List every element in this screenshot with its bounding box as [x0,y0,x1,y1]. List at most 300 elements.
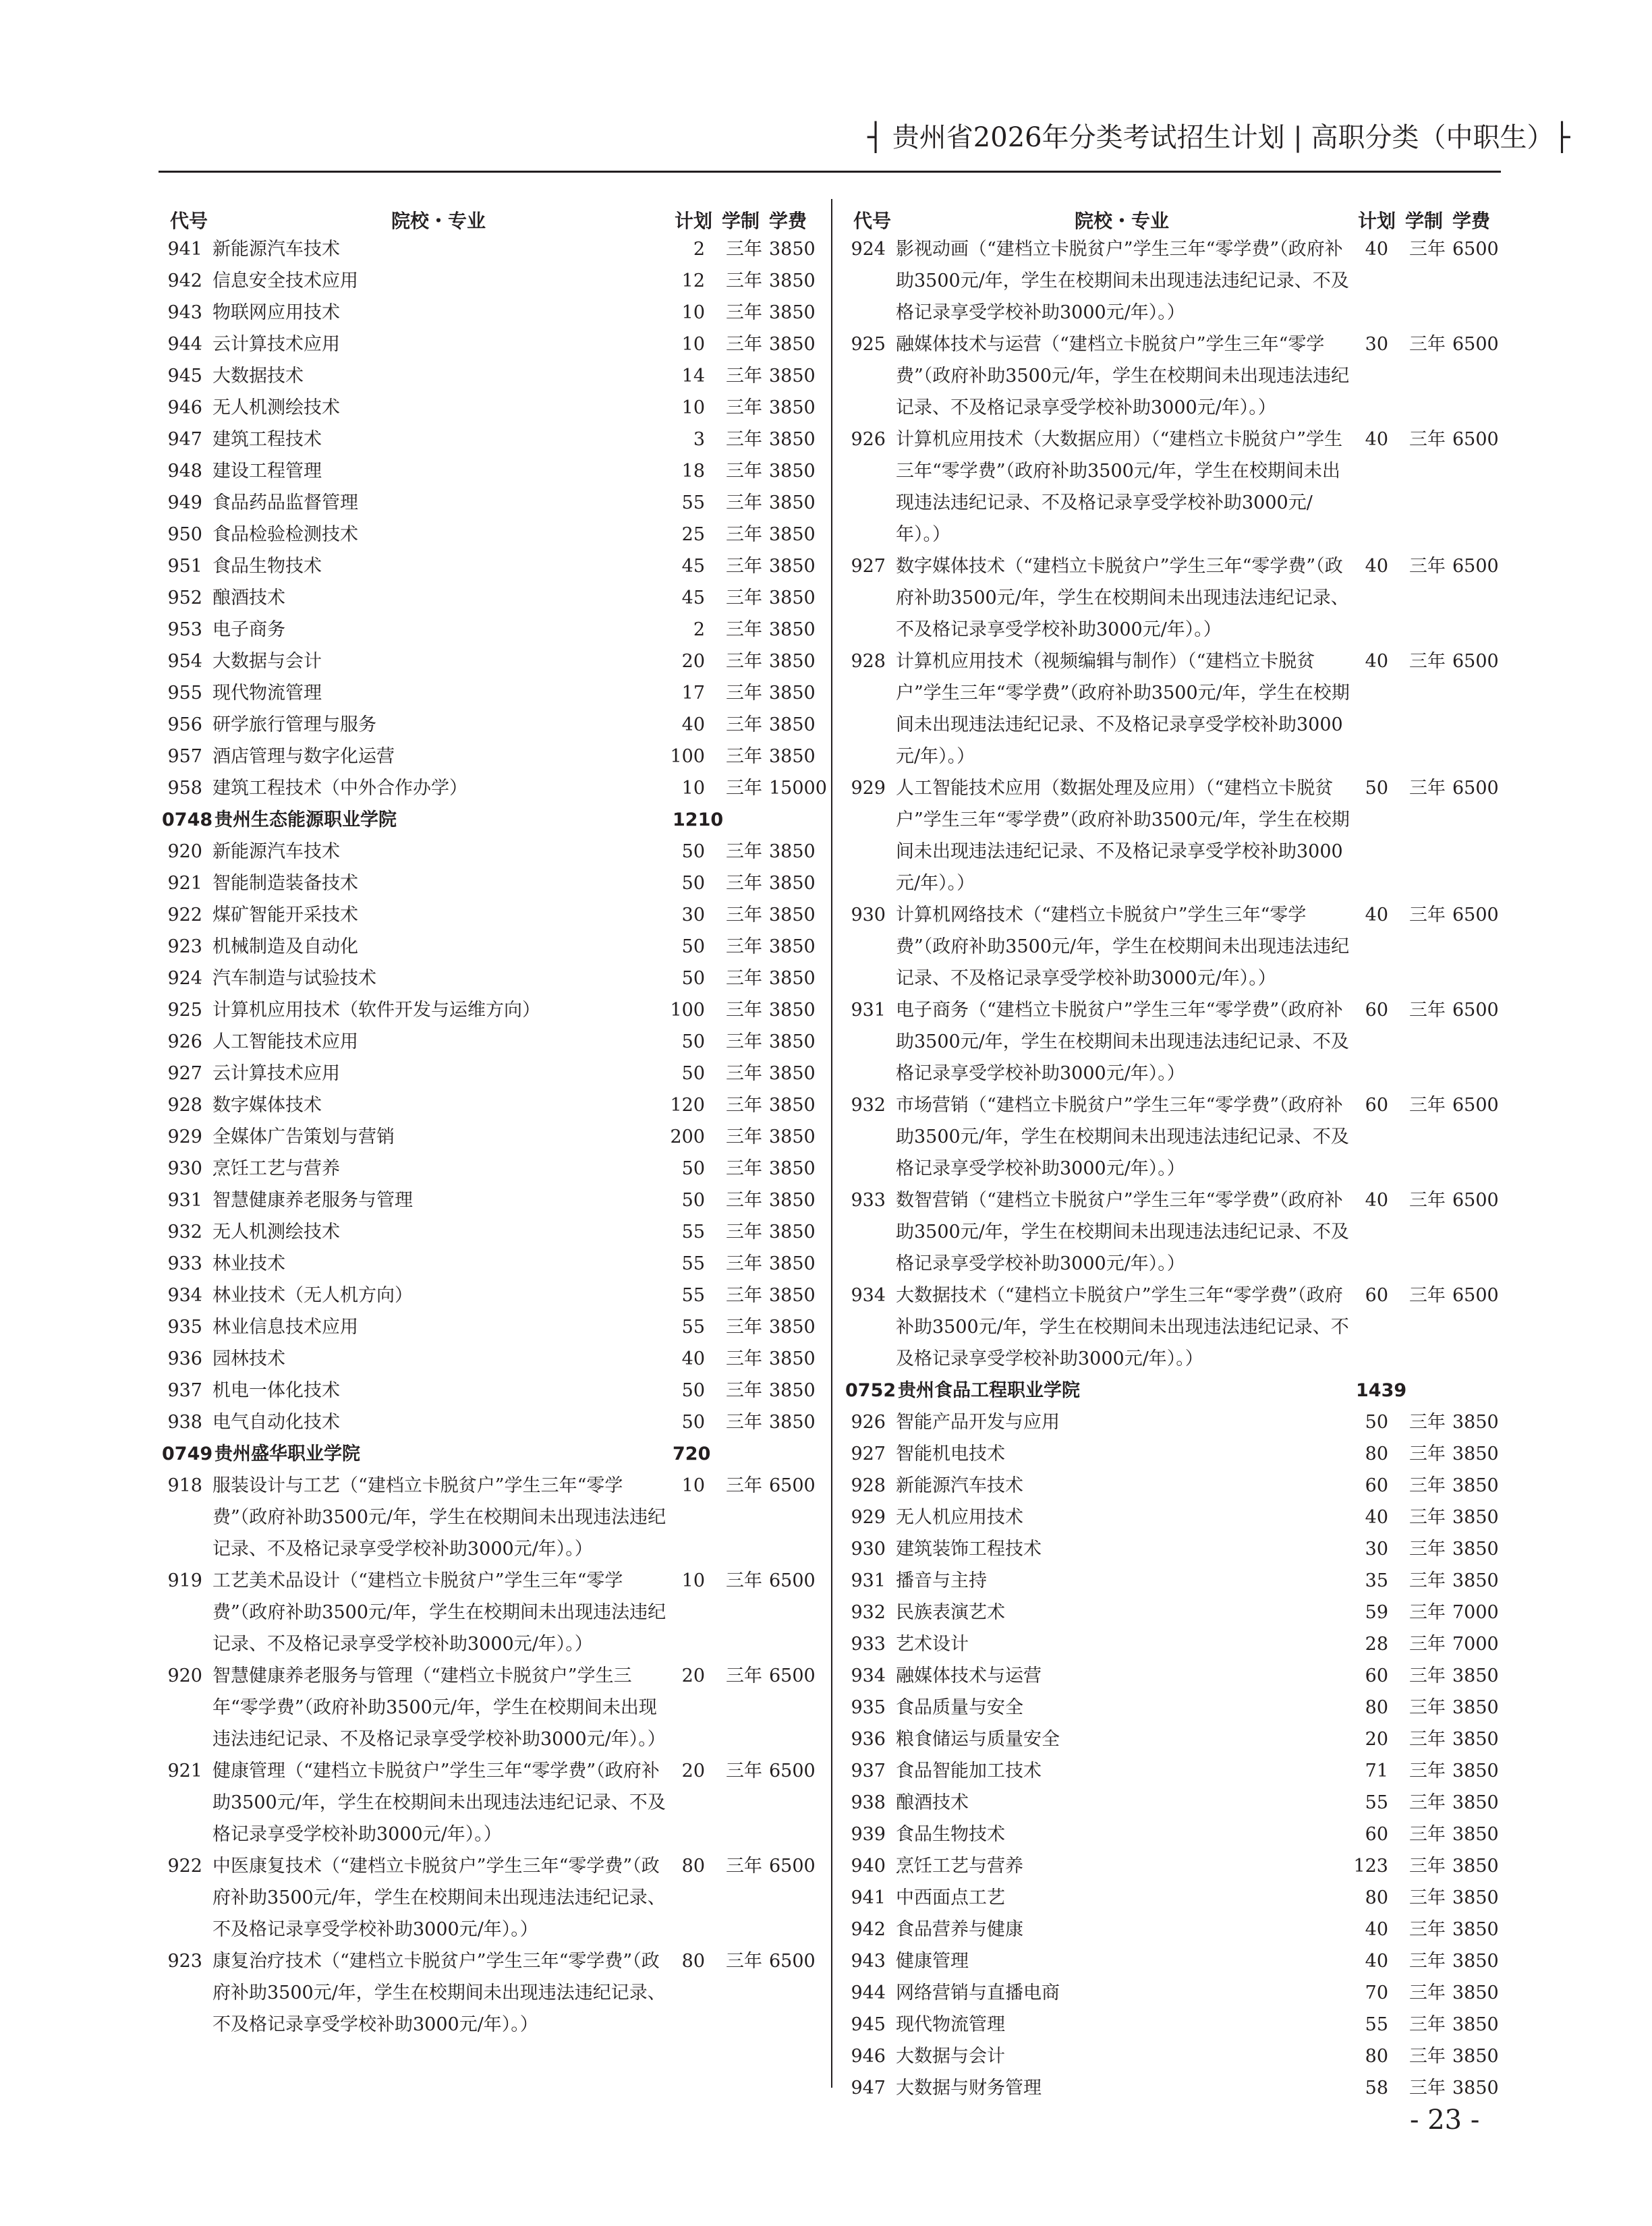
major-code: 931 [851,1570,886,1591]
major-name: 无人机应用技术 [896,1507,1023,1528]
tuition-fee: 3850 [769,397,816,418]
major-name: 网络营销与直播电商 [896,1982,1060,2003]
major-code: 937 [851,1761,886,1781]
major-name: 大数据与会计 [212,651,322,672]
plan-count: 50 [681,1063,705,1084]
study-length: 三年 [1409,1570,1446,1591]
study-length: 三年 [726,556,762,577]
major-code: 929 [851,778,886,799]
major-code: 932 [851,1095,886,1116]
plan-count: 45 [681,588,705,608]
major-code: 918 [167,1475,202,1496]
table-row [162,1945,816,2040]
major-code: 932 [167,1222,202,1243]
tuition-fee: 6500 [1452,905,1499,925]
header-school-major: 院校・专业 [1075,210,1170,232]
major-code: 942 [851,1919,886,1940]
table-row [845,1280,1499,1375]
tuition-fee: 3850 [769,1380,816,1401]
study-length: 三年 [1409,1539,1446,1560]
tuition-fee: 3850 [769,1095,816,1116]
header-code: 代号 [853,210,892,232]
table-row [162,297,816,329]
tuition-fee: 3850 [1452,2078,1499,2099]
school-total: 1439 [1356,1380,1407,1401]
major-name: 园林技术 [212,1348,285,1369]
tuition-fee: 3850 [1452,1412,1499,1433]
table-row [162,1026,816,1058]
major-name: 机械制造及自动化 [212,936,358,957]
study-length: 三年 [726,1856,762,1877]
table-row [845,1089,1499,1185]
tuition-fee: 3850 [769,683,816,704]
tuition-fee: 6500 [1452,239,1499,260]
table-row [162,550,816,582]
plan-count: 55 [1365,2014,1388,2035]
tuition-fee: 3850 [769,588,816,608]
major-code: 930 [851,905,886,925]
major-name: 服装设计与工艺（“建档立卡脱贫户”学生三年“零学费”（政府补助3500元/年，学生在校期间未出现违法违纪记录、不及格记录享受学校补助3000元/年）。） [212,1475,666,1560]
major-name: 艺术设计 [896,1634,969,1655]
major-code: 934 [851,1665,886,1686]
study-length: 三年 [1409,1507,1446,1528]
tuition-fee: 3850 [1452,2046,1499,2067]
tuition-fee: 6500 [1452,556,1499,577]
school-total: 720 [673,1444,711,1464]
tuition-fee: 6500 [1452,1095,1499,1116]
table-row [162,741,816,772]
plan-count: 50 [681,841,705,862]
study-length: 三年 [726,461,762,482]
plan-count: 60 [1365,1285,1388,1306]
major-code: 952 [167,588,202,608]
tuition-fee: 3850 [769,1063,816,1084]
major-code: 922 [167,1856,202,1877]
plan-count: 60 [1365,1475,1388,1496]
major-name: 新能源汽车技术 [212,239,340,260]
major-name: 计算机应用技术（视频编辑与制作）（“建档立卡脱贫户”学生三年“零学费”（政府补助3500元/年，学生在校期间未出现违法违纪记录、不及格记录享受学校补助3000元/年）。） [896,651,1350,767]
study-length: 三年 [726,1031,762,1052]
study-length: 三年 [726,524,762,545]
major-name: 大数据与财务管理 [896,2078,1042,2099]
plan-count: 50 [681,936,705,957]
table-row [845,1882,1499,1914]
table-row [845,1723,1499,1755]
table-row [162,1280,816,1311]
study-length: 三年 [1409,429,1446,450]
major-name: 影视动画（“建档立卡脱贫户”学生三年“零学费”（政府补助3500元/年，学生在校期间未出现违法违纪记录、不及格记录享受学校补助3000元/年）。） [896,239,1349,323]
major-name: 新能源汽车技术 [896,1475,1023,1496]
major-code: 957 [167,746,202,767]
plan-count: 40 [681,1348,705,1369]
major-name: 智能机电技术 [896,1444,1005,1464]
major-name: 食品生物技术 [896,1824,1005,1845]
study-length: 三年 [726,1412,762,1433]
major-code: 943 [851,1951,886,1972]
study-length: 三年 [726,968,762,989]
plan-count: 40 [1365,1507,1388,1528]
major-code: 944 [851,1982,886,2003]
table-row [845,1977,1499,2009]
page-header-title: ┤ 贵州省2026年分类考试招生计划 | 高职分类（中职生）├ [867,122,1570,153]
plan-count: 10 [681,334,705,355]
study-length: 三年 [726,429,762,450]
study-length: 三年 [1409,1634,1446,1655]
plan-count: 80 [1365,1697,1388,1718]
major-code: 930 [851,1539,886,1560]
study-length: 三年 [1409,1919,1446,1940]
plan-count: 55 [1365,1792,1388,1813]
major-code: 922 [167,905,202,925]
plan-count: 45 [681,556,705,577]
major-name: 烹饪工艺与营养 [896,1856,1023,1877]
major-name: 食品智能加工技术 [896,1761,1042,1781]
plan-count: 58 [1365,2078,1388,2099]
plan-count: 100 [670,746,705,767]
table-row [162,519,816,550]
plan-count: 18 [681,461,705,482]
table-header [845,204,1496,233]
plan-count: 40 [1365,556,1388,577]
study-length: 三年 [726,1570,762,1591]
tuition-fee: 3850 [769,302,816,323]
tuition-fee: 3850 [1452,2014,1499,2035]
study-length: 三年 [726,1475,762,1496]
major-name: 建筑工程技术（中外合作办学） [212,778,467,799]
study-length: 三年 [1409,1285,1446,1306]
header-code: 代号 [170,210,208,232]
plan-count: 60 [1365,1665,1388,1686]
study-length: 三年 [726,1380,762,1401]
study-length: 三年 [726,1317,762,1338]
tuition-fee: 3850 [769,524,816,545]
major-name: 数字媒体技术（“建档立卡脱贫户”学生三年“零学费”（政府补助3500元/年，学生在校期间未出现违法违纪记录、不及格记录享受学校补助3000元/年）。） [896,556,1349,640]
tuition-fee: 3850 [769,1126,816,1147]
header-length: 学制 [1405,210,1444,232]
major-code: 926 [851,1412,886,1433]
major-code: 946 [851,2046,886,2067]
tuition-fee: 3850 [1452,1951,1499,1972]
study-length: 三年 [726,366,762,387]
study-length: 三年 [726,619,762,640]
table-row [845,1533,1499,1565]
major-name: 林业技术 [212,1253,285,1274]
tuition-fee: 3850 [769,1317,816,1338]
major-code: 932 [851,1602,886,1623]
major-code: 954 [167,651,202,672]
table-row [845,329,1499,424]
major-name: 中西面点工艺 [896,1887,1005,1908]
table-row [845,772,1499,899]
header-school-major: 院校・专业 [391,210,486,232]
plan-count: 40 [1365,429,1388,450]
major-name: 大数据技术 [212,366,304,387]
plan-count: 40 [1365,1919,1388,1940]
major-code: 926 [851,429,886,450]
header-length: 学制 [722,210,760,232]
study-length: 三年 [726,302,762,323]
tuition-fee: 6500 [1452,651,1499,672]
major-code: 951 [167,556,202,577]
plan-count: 40 [1365,1951,1388,1972]
major-name: 酒店管理与数字化运营 [212,746,395,767]
table-row [162,329,816,360]
tuition-fee: 6500 [769,1475,816,1496]
study-length: 三年 [1409,651,1446,672]
major-code: 938 [851,1792,886,1813]
major-name: 数智营销（“建档立卡脱贫户”学生三年“零学费”（政府补助3500元/年，学生在校期间未出现违法违纪记录、不及格记录享受学校补助3000元/年）。） [896,1190,1349,1274]
plan-count: 40 [1365,651,1388,672]
right-column [845,204,1499,2104]
plan-count: 80 [681,1856,705,1877]
study-length: 三年 [726,492,762,513]
plan-count: 71 [1365,1761,1388,1781]
plan-count: 120 [670,1095,705,1116]
major-code: 956 [167,714,202,735]
plan-count: 10 [681,778,705,799]
table-row [845,2009,1499,2040]
study-length: 三年 [726,588,762,608]
plan-count: 35 [1365,1570,1388,1591]
plan-count: 55 [681,1285,705,1306]
school-code: 0748 [162,809,213,830]
table-row [162,931,816,963]
plan-count: 17 [681,683,705,704]
major-name: 汽车制造与试验技术 [212,968,376,989]
major-name: 食品检验检测技术 [212,524,358,545]
study-length: 三年 [726,651,762,672]
study-length: 三年 [726,334,762,355]
header-fee: 学费 [769,210,807,232]
tuition-fee: 3850 [769,461,816,482]
study-length: 三年 [726,1951,762,1972]
table-row [162,1660,816,1755]
major-name: 民族表演艺术 [896,1602,1005,1623]
table-header [162,204,813,233]
study-length: 三年 [1409,1095,1446,1116]
plan-count: 40 [681,714,705,735]
tuition-fee: 3850 [1452,1856,1499,1877]
tuition-fee: 3850 [769,1158,816,1179]
left-rows [162,233,827,2040]
tuition-fee: 3850 [769,873,816,894]
study-length: 三年 [726,1761,762,1781]
major-code: 947 [851,2078,886,2099]
plan-count: 60 [1365,1000,1388,1021]
tuition-fee: 3850 [769,619,816,640]
major-code: 941 [851,1887,886,1908]
major-code: 933 [851,1634,886,1655]
study-length: 三年 [1409,239,1446,260]
tuition-fee: 3850 [1452,1570,1499,1591]
major-name: 物联网应用技术 [212,302,340,323]
major-name: 食品药品监督管理 [212,492,358,513]
plan-count: 28 [1365,1634,1388,1655]
tuition-fee: 3850 [1452,1919,1499,1940]
plan-count: 50 [681,968,705,989]
table-row [845,2072,1499,2104]
tuition-fee: 3850 [769,1190,816,1211]
major-code: 937 [167,1380,202,1401]
table-row [162,424,816,455]
plan-count: 55 [681,1222,705,1243]
plan-count: 2 [693,239,705,260]
major-name: 信息安全技术应用 [212,270,358,291]
tuition-fee: 3850 [769,746,816,767]
major-code: 927 [851,556,886,577]
study-length: 三年 [726,714,762,735]
plan-count: 80 [681,1951,705,1972]
study-length: 三年 [726,936,762,957]
major-name: 智慧健康养老服务与管理（“建档立卡脱贫户”学生三年“零学费”（政府补助3500元/年，学生在校期间未出现违法违纪记录、不及格记录享受学校补助3000元/年）。） [212,1665,666,1750]
major-name: 计算机网络技术（“建档立卡脱贫户”学生三年“零学费”（政府补助3500元/年，学生在校期间未出现违法违纪记录、不及格记录享受学校补助3000元/年）。） [896,905,1350,989]
major-code: 929 [851,1507,886,1528]
study-length: 三年 [726,1000,762,1021]
study-length: 三年 [726,397,762,418]
major-name: 电子商务（“建档立卡脱贫户”学生三年“零学费”（政府补助3500元/年，学生在校期间未出现违法违纪记录、不及格记录享受学校补助3000元/年）。） [896,1000,1349,1084]
plan-count: 10 [681,1570,705,1591]
major-code: 945 [167,366,202,387]
table-row [162,392,816,424]
tuition-fee: 3850 [1452,1475,1499,1496]
tuition-fee: 3850 [769,1348,816,1369]
tuition-fee: 3850 [769,270,816,291]
table-row [845,233,1499,329]
major-name: 现代物流管理 [896,2014,1005,2035]
major-code: 931 [167,1190,202,1211]
major-code: 945 [851,2014,886,2035]
tuition-fee: 6500 [769,1951,816,1972]
table-row [162,867,816,899]
major-name: 云计算技术应用 [212,1063,340,1084]
major-code: 926 [167,1031,202,1052]
table-row [845,1502,1499,1533]
plan-count: 50 [681,1412,705,1433]
plan-count: 55 [681,1317,705,1338]
table-row [162,836,816,867]
major-code: 924 [167,968,202,989]
header-rule [159,171,1501,173]
major-name: 大数据技术（“建档立卡脱贫户”学生三年“零学费”（政府补助3500元/年，学生在校期间未出现违法违纪记录、不及格记录享受学校补助3000元/年）。） [896,1285,1349,1369]
table-row [845,424,1499,550]
tuition-fee: 7000 [1452,1602,1499,1623]
right-rows [845,233,1499,2104]
school-row [162,804,813,836]
major-code: 935 [167,1317,202,1338]
major-name: 计算机应用技术（大数据应用）（“建档立卡脱贫户”学生三年“零学费”（政府补助3500元/年，学生在校期间未出现违法违纪记录、不及格记录享受学校补助3000元/年）。） [896,429,1343,545]
table-row [162,677,816,709]
header-plan: 计划 [1358,210,1396,232]
plan-count: 50 [681,873,705,894]
tuition-fee: 6500 [769,1665,816,1686]
major-code: 927 [167,1063,202,1084]
table-row [845,1628,1499,1660]
tuition-fee: 6500 [1452,1000,1499,1021]
major-name: 机电一体化技术 [212,1380,340,1401]
major-name: 云计算技术应用 [212,334,340,355]
table-row [162,994,816,1026]
major-name: 融媒体技术与运营（“建档立卡脱贫户”学生三年“零学费”（政府补助3500元/年，学生在校期间未出现违法违纪记录、不及格记录享受学校补助3000元/年）。） [896,334,1350,418]
major-name: 酿酒技术 [896,1792,969,1813]
major-code: 939 [851,1824,886,1845]
study-length: 三年 [726,1095,762,1116]
tuition-fee: 3850 [769,1412,816,1433]
tuition-fee: 3850 [1452,1887,1499,1908]
table-row [162,1153,816,1185]
major-name: 数字媒体技术 [212,1095,322,1116]
table-row [162,1248,816,1280]
plan-count: 80 [1365,1444,1388,1464]
table-row [162,233,816,265]
table-row [162,772,827,804]
table-row [162,487,816,519]
major-code: 933 [167,1253,202,1274]
major-code: 944 [167,334,202,355]
plan-count: 12 [681,270,705,291]
major-code: 920 [167,1665,202,1686]
plan-count: 200 [670,1126,705,1147]
plan-count: 50 [681,1031,705,1052]
major-name: 无人机测绘技术 [212,1222,340,1243]
table-row [162,1058,816,1089]
study-length: 三年 [726,746,762,767]
table-row [162,1406,816,1438]
major-code: 942 [167,270,202,291]
plan-count: 100 [670,1000,705,1021]
tuition-fee: 3850 [1452,1982,1499,2003]
tuition-fee: 3850 [1452,1665,1499,1686]
tuition-fee: 3850 [769,1253,816,1274]
tuition-fee: 3850 [1452,1729,1499,1750]
major-code: 953 [167,619,202,640]
major-code: 934 [167,1285,202,1306]
plan-count: 40 [1365,905,1388,925]
plan-count: 80 [1365,1887,1388,1908]
major-code: 941 [167,239,202,260]
table-row [162,1216,816,1248]
study-length: 三年 [1409,2046,1446,2067]
tuition-fee: 3850 [769,968,816,989]
major-name: 无人机测绘技术 [212,397,340,418]
tuition-fee: 3850 [769,334,816,355]
tuition-fee: 15000 [769,778,827,799]
major-name: 粮食储运与质量安全 [896,1729,1060,1750]
plan-count: 14 [681,366,705,387]
major-name: 林业技术（无人机方向） [212,1285,413,1306]
major-code: 940 [851,1856,886,1877]
tuition-fee: 3850 [769,1222,816,1243]
tuition-fee: 3850 [769,556,816,577]
major-name: 人工智能技术应用（数据处理及应用）（“建档立卡脱贫户”学生三年“零学费”（政府补助3500元/年，学生在校期间未出现违法违纪记录、不及格记录享受学校补助3000元/年）。） [896,778,1350,894]
school-name: 贵州盛华职业学院 [215,1444,360,1464]
study-length: 三年 [726,778,762,799]
major-name: 人工智能技术应用 [212,1031,358,1052]
study-length: 三年 [1409,1982,1446,2003]
major-name: 建设工程管理 [212,461,322,482]
major-name: 食品质量与安全 [896,1697,1023,1718]
table-row [845,1850,1499,1882]
plan-count: 123 [1353,1856,1388,1877]
study-length: 三年 [1409,1475,1446,1496]
plan-count: 10 [681,397,705,418]
tuition-fee: 6500 [769,1570,816,1591]
tuition-fee: 3850 [769,841,816,862]
major-code: 928 [167,1095,202,1116]
study-length: 三年 [726,1063,762,1084]
study-length: 三年 [1409,1602,1446,1623]
major-code: 936 [167,1348,202,1369]
left-column [162,204,827,2040]
